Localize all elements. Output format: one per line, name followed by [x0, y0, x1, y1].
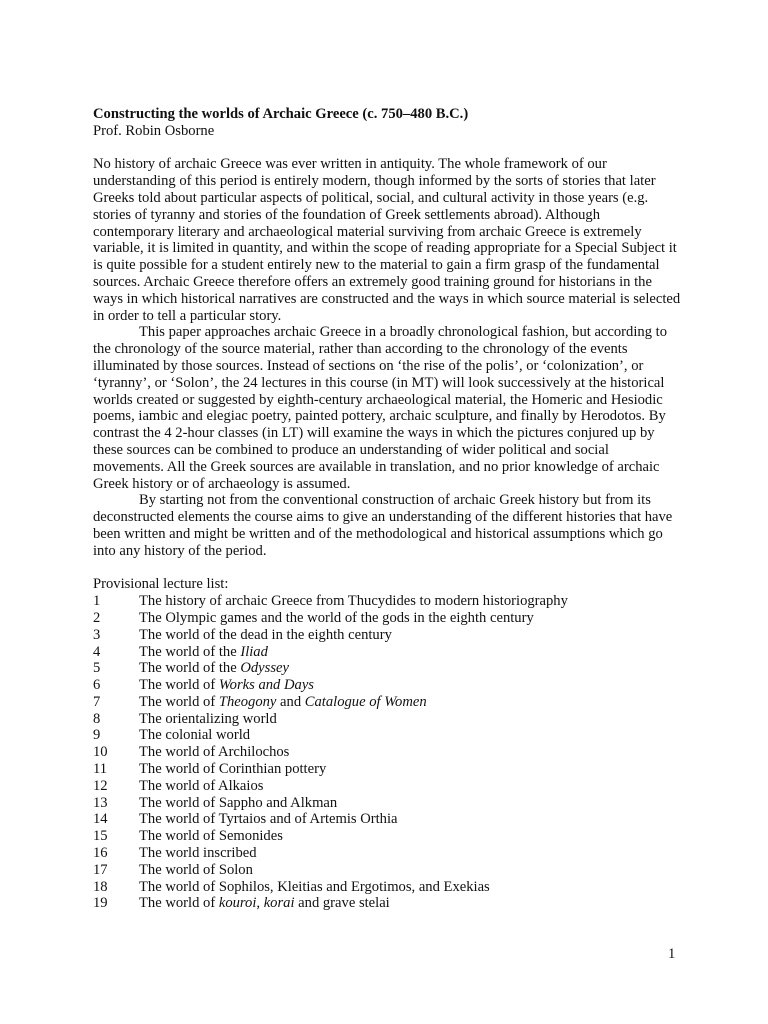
lecture-number: 18	[93, 878, 108, 895]
lecture-title-italic-part: Works and Days	[218, 677, 314, 694]
lecture-title-part: The history of archaic Greece from Thucydides to modern historiography	[139, 593, 568, 610]
lecture-title-part: The world of Semonides	[139, 828, 283, 845]
lecture-number: 8	[93, 710, 101, 727]
lecture-title-part: The world of Archilochos	[139, 744, 290, 761]
lecture-title-part: The orientalizing world	[139, 710, 277, 727]
lecture-title	[139, 727, 250, 744]
lecture-number: 14	[93, 811, 108, 828]
lecture-title-part: The world of Alkaios	[139, 777, 264, 794]
lecture-title	[139, 677, 314, 694]
lecture-title	[139, 811, 398, 828]
lecture-title-part: The world of the	[139, 660, 241, 677]
lecture-item	[93, 593, 683, 610]
lecture-item	[93, 778, 683, 795]
lecture-title	[139, 862, 253, 879]
lecture-title	[139, 895, 390, 912]
lecture-item	[93, 694, 683, 711]
lecture-item	[93, 811, 683, 828]
document-title: Constructing the worlds of Archaic Greece (c. 750–480 B.C.)	[93, 106, 469, 122]
lecture-number: 3	[93, 626, 101, 643]
lecture-title	[139, 761, 326, 778]
lecture-title-part: and grave stelai	[294, 895, 390, 912]
lecture-title-part: The world of the dead in the eighth century	[139, 626, 392, 643]
lecture-title	[139, 795, 337, 812]
lecture-title-part: The world inscribed	[139, 845, 257, 862]
lecture-title-italic-part: Iliad	[240, 643, 268, 660]
lecture-number: 5	[93, 660, 101, 677]
lecture-title	[139, 660, 289, 677]
lecture-title-italic-part: Odyssey	[240, 660, 289, 677]
lecture-title	[139, 879, 490, 896]
lecture-title	[139, 778, 263, 795]
lecture-title-part: The world of Solon	[139, 861, 253, 878]
lecture-number: 12	[93, 777, 108, 794]
lecture-number: 4	[93, 643, 101, 660]
lecture-number: 15	[93, 828, 108, 845]
lecture-number: 9	[93, 727, 101, 744]
lecture-number: 1	[93, 593, 101, 610]
lecture-item	[93, 644, 683, 661]
lecture-title-part: The world of	[139, 895, 219, 912]
paragraph-approach: This paper approaches archaic Greece in a broadly chronological fashion, but according to the chronology of the source material, rather than according to the chronology of the events illuminated by those sources. Instead of sections on ‘the rise of the polis’, or ‘colonization’, or ‘tyranny’, or ‘Solon’, the 24 lectures in this course (in MT) will look successively at the historical worlds created or suggested by eighth-century archaeological material, the Homeric and Hesiodic poems, iambic and elegiac poetry, painted pottery, archaic sculpture, and finally by Herodotos. By contrast the 4 2-hour classes (in LT) will examine the ways in which the pictures conjured up by these sources can be combined to produce an understanding of wider political and social movements. All the Greek sources are available in translation, and no prior knowledge of archaic Greek history or of archaeology is assumed.	[93, 324, 667, 492]
lecture-item	[93, 627, 683, 644]
lecture-title-part: The world of the	[139, 643, 241, 660]
lecture-item	[93, 828, 683, 845]
lecture-title	[139, 694, 427, 711]
lecture-number: 13	[93, 794, 108, 811]
lecture-title-italic-part: Theogony	[218, 693, 277, 710]
lecture-item	[93, 677, 683, 694]
lecture-number: 17	[93, 861, 108, 878]
lecture-number: 7	[93, 693, 101, 710]
document-author: Prof. Robin Osborne	[93, 122, 215, 139]
lecture-title-italic-part: korai	[263, 895, 295, 912]
lecture-title	[139, 627, 392, 644]
lecture-title-part: The world of	[139, 693, 219, 710]
lecture-item	[93, 895, 683, 912]
lecture-item	[93, 761, 683, 778]
document-page	[93, 106, 683, 912]
lecture-item	[93, 744, 683, 761]
lecture-title	[139, 828, 283, 845]
lecture-number: 11	[93, 761, 108, 778]
lecture-item	[93, 845, 683, 862]
lecture-number: 2	[93, 609, 101, 626]
lecture-title-part: The world of Sophilos, Kleitias and Ergotimos, and Exekias	[139, 878, 490, 895]
lecture-item	[93, 711, 683, 728]
lecture-item	[93, 862, 683, 879]
lecture-title-part: The world of Sappho and Alkman	[139, 794, 338, 811]
lecture-list-heading: Provisional lecture list:	[93, 576, 229, 593]
lecture-title-part: The world of Tyrtaios and of Artemis Orthia	[139, 811, 398, 828]
lecture-number: 6	[93, 677, 101, 694]
lecture-title	[139, 845, 257, 862]
lecture-number: 10	[93, 744, 108, 761]
lecture-number: 16	[93, 845, 108, 862]
lecture-title	[139, 744, 289, 761]
lecture-number: 19	[93, 895, 108, 912]
lecture-item	[93, 727, 683, 744]
lecture-title-part: The world of	[139, 677, 219, 694]
lecture-title-italic-part: kouroi	[218, 895, 257, 912]
paragraph-intro: No history of archaic Greece was ever written in antiquity. The whole framework of our understanding of this period is entirely modern, though informed by the sorts of stories that later Greeks told about particular aspects of political, social, and cultural activity in those years (e.g. stories of tyranny and stories of the foundation of Greek settlements abroad). Although contemporary literary and archaeological material surviving from archaic Greece is extremely variable, it is limited in quantity, and within the scope of reading appropriate for a Special Subject it is quite possible for a student entirely new to the material to gain a firm grasp of the fundamental sources. Archaic Greece therefore offers an extremely good training ground for historians in the ways in which historical narratives are constructed and the ways in which source material is selected in order to tell a particular story.	[93, 156, 681, 324]
lecture-title-part: ,	[256, 895, 264, 912]
lecture-title	[139, 610, 534, 627]
lecture-title-part: The Olympic games and the world of the gods in the eighth century	[139, 609, 534, 626]
lecture-item	[93, 610, 683, 627]
page-number: 1	[668, 946, 676, 962]
lecture-title-italic-part: Catalogue of Women	[304, 693, 427, 710]
lecture-item	[93, 795, 683, 812]
lecture-title	[139, 711, 277, 728]
lecture-title-part: The world of Corinthian pottery	[139, 761, 327, 778]
lecture-item	[93, 660, 683, 677]
lecture-title-part: The colonial world	[139, 727, 251, 744]
lecture-title-part: and	[276, 693, 305, 710]
paragraph-aims: By starting not from the conventional construction of archaic Greek history but from its deconstructed elements the course aims to give an understanding of the different histories that have been written and might be written and of the methodological and historical assumptions which go into any history of the period.	[93, 492, 673, 559]
lecture-title	[139, 593, 568, 610]
lecture-list	[93, 593, 683, 912]
lecture-item	[93, 879, 683, 896]
lecture-title	[139, 644, 268, 661]
